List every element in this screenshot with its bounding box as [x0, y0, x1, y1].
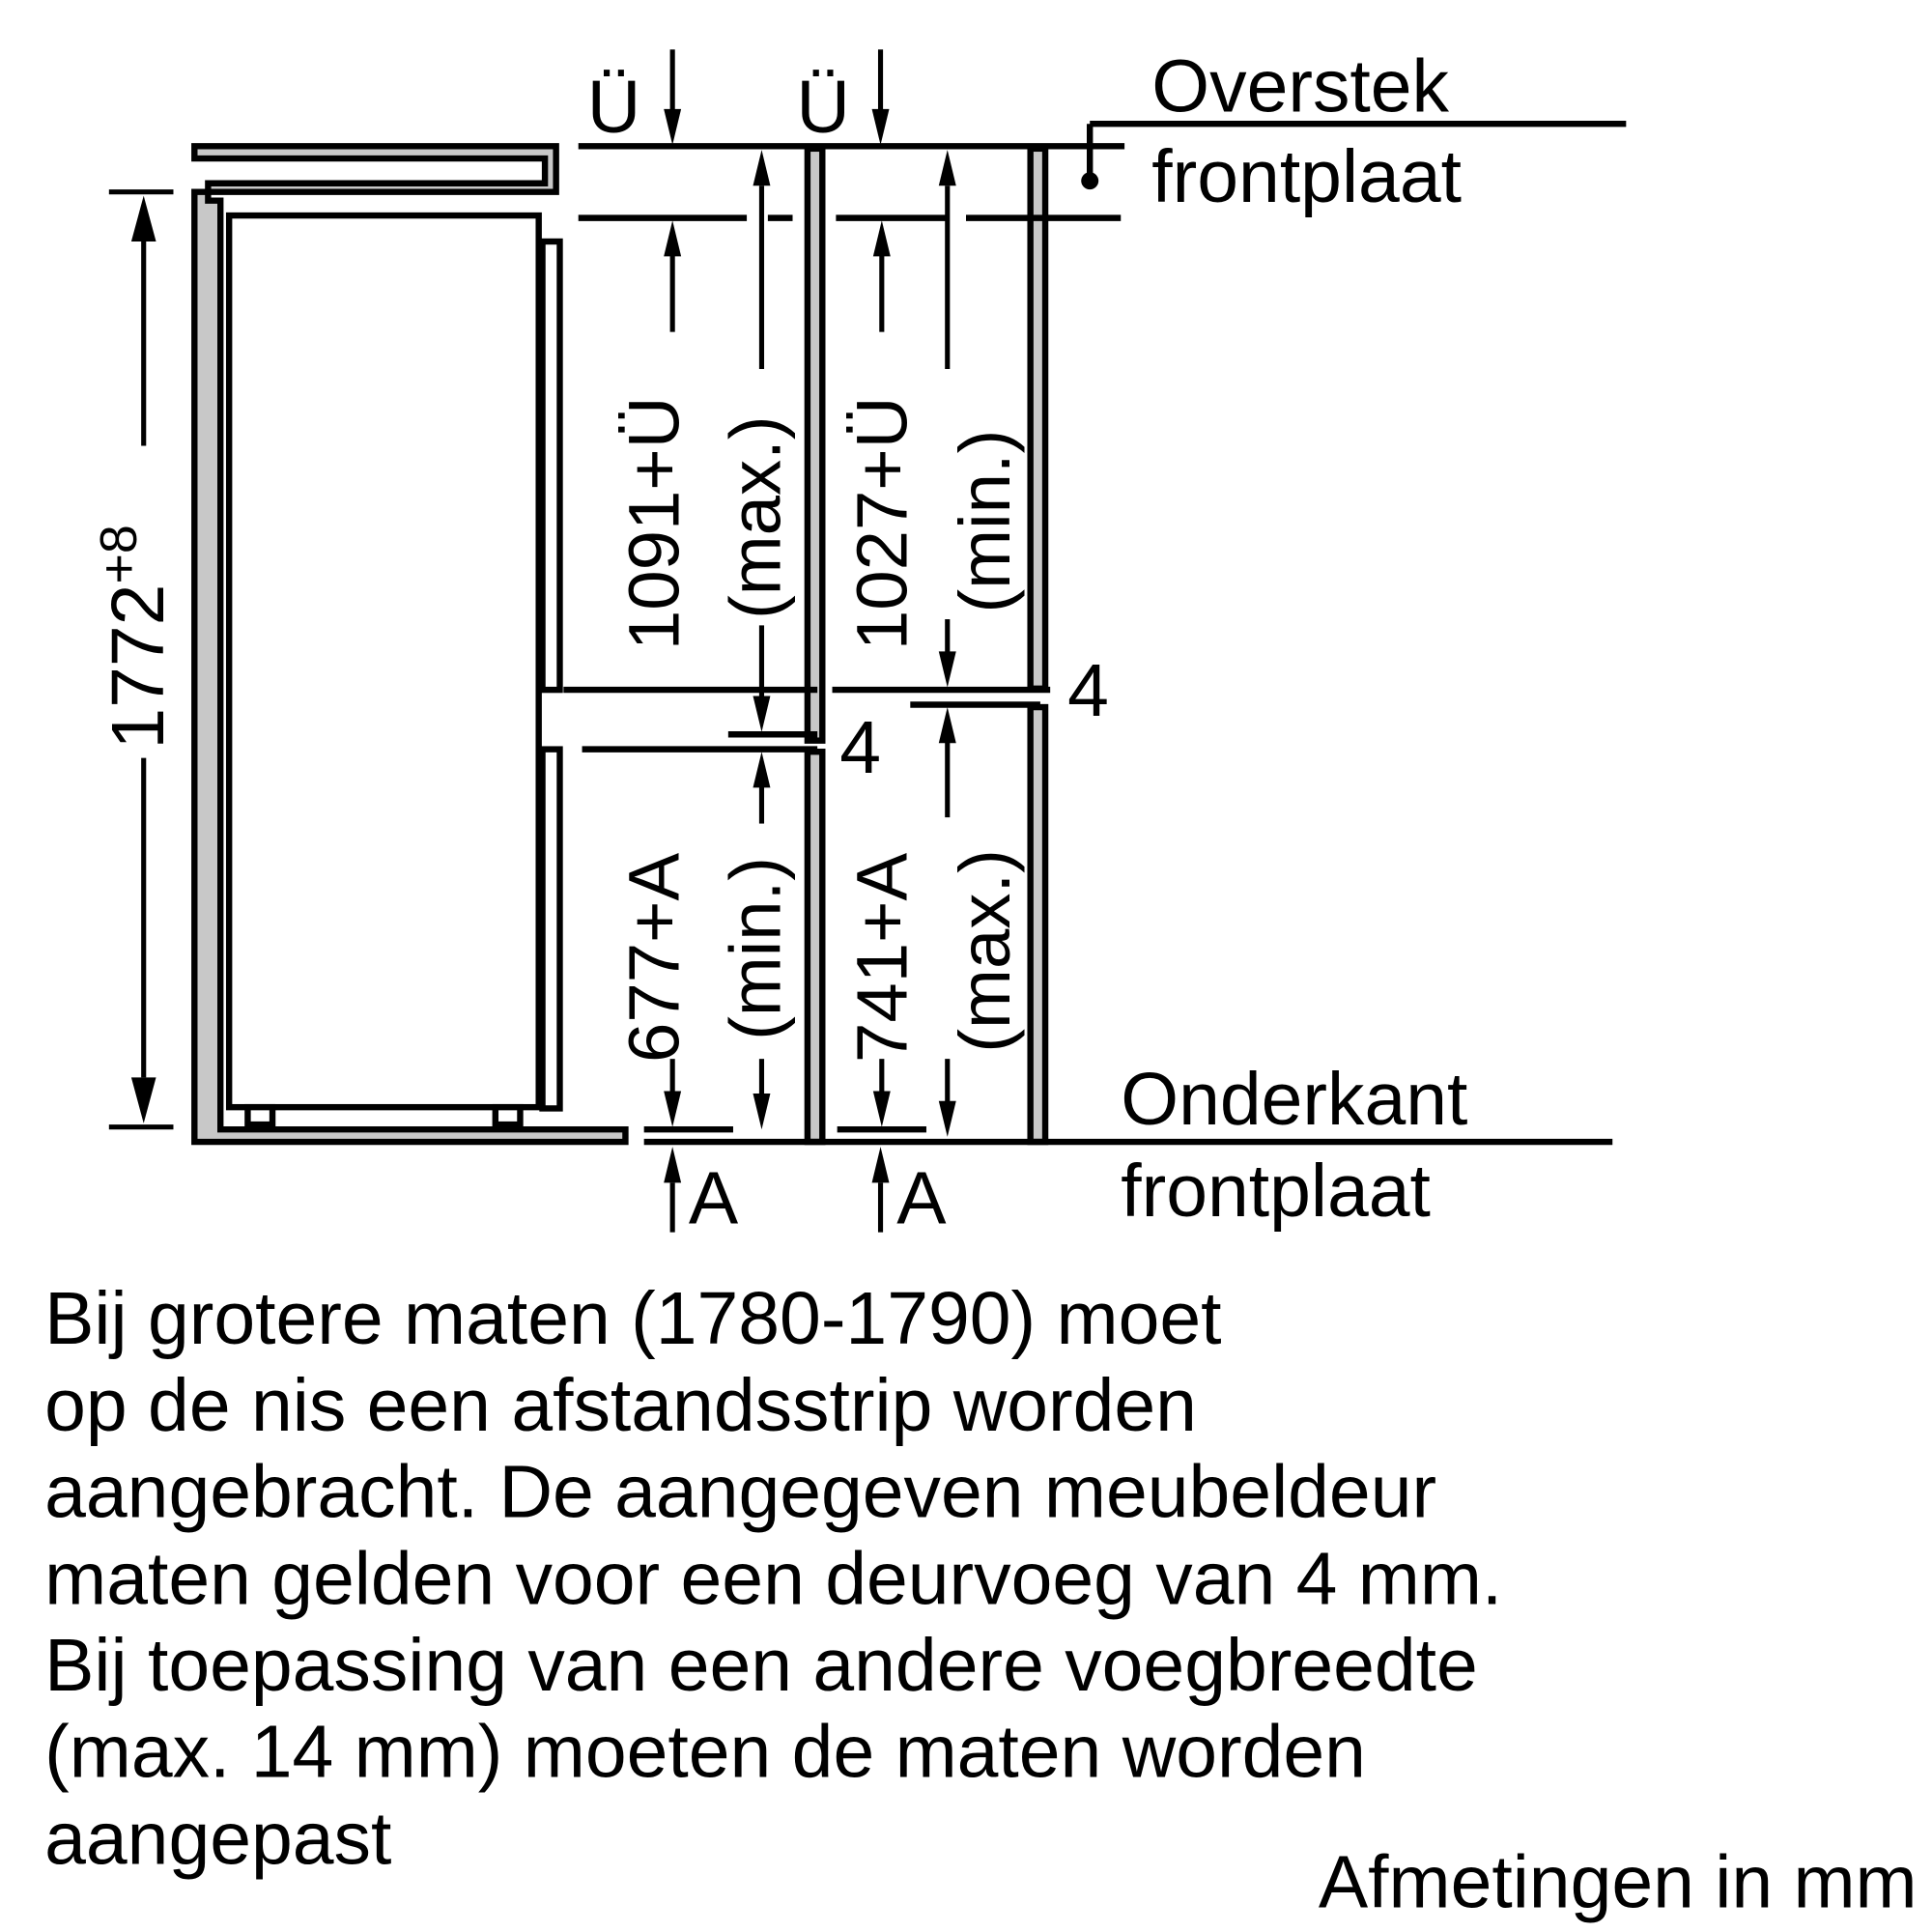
upper-door-min-qualifier: (min.)	[944, 429, 1025, 613]
onderkant-label-line1: Onderkant	[1121, 1058, 1468, 1142]
upper-door-max-qualifier: (max.)	[715, 415, 796, 620]
lower-door-min-value: 677+A	[613, 852, 695, 1063]
bottom-marker-left: A	[688, 1156, 739, 1240]
gap-label-right: 4	[1067, 649, 1109, 733]
overhang-marker-left: Ü	[586, 66, 641, 150]
units-caption: Afmetingen in mm	[1318, 1840, 1918, 1924]
niche-height-label: $1772^{+8}$	[90, 525, 181, 750]
note-line: aangepast	[44, 1797, 392, 1881]
onderkant-label-line2: frontplaat	[1121, 1149, 1431, 1233]
note-line: Bij toepassing van een andere voegbreedte	[44, 1623, 1478, 1707]
lower-door-panel-left	[808, 752, 822, 1142]
bottom-marker-right: A	[896, 1156, 947, 1240]
overstek-label-line1: Overstek	[1151, 44, 1450, 128]
lower-door-max-value: 741+A	[841, 852, 923, 1063]
upper-door-panel-right	[1031, 149, 1045, 689]
upper-door-max-value: 1091+Ü	[613, 396, 695, 651]
note-line: aangebracht. De aangegeven meubeldeur	[44, 1450, 1437, 1534]
overstek-label-line2: frontplaat	[1151, 134, 1462, 218]
lower-door-max-qualifier: (max.)	[944, 849, 1025, 1053]
overhang-marker-right: Ü	[796, 66, 850, 150]
installation-note	[44, 1277, 1502, 1880]
overstek-leader-dot	[1081, 172, 1098, 189]
note-line: op de nis een afstandsstrip worden	[44, 1363, 1197, 1447]
note-line: maten gelden voor een deurvoeg van 4 mm.	[44, 1537, 1503, 1621]
upper-door-min-value: 1027+Ü	[841, 396, 923, 651]
note-line: Bij grotere maten (1780-1790) moet	[44, 1277, 1222, 1361]
appliance-body	[229, 215, 559, 1124]
note-line: (max. 14 mm) moeten de maten worden	[44, 1710, 1366, 1794]
lower-door-min-qualifier: (min.)	[715, 856, 796, 1040]
upper-door-panel-left	[808, 149, 822, 741]
lower-door-panel-right	[1031, 707, 1045, 1142]
gap-label-left: 4	[839, 706, 882, 789]
